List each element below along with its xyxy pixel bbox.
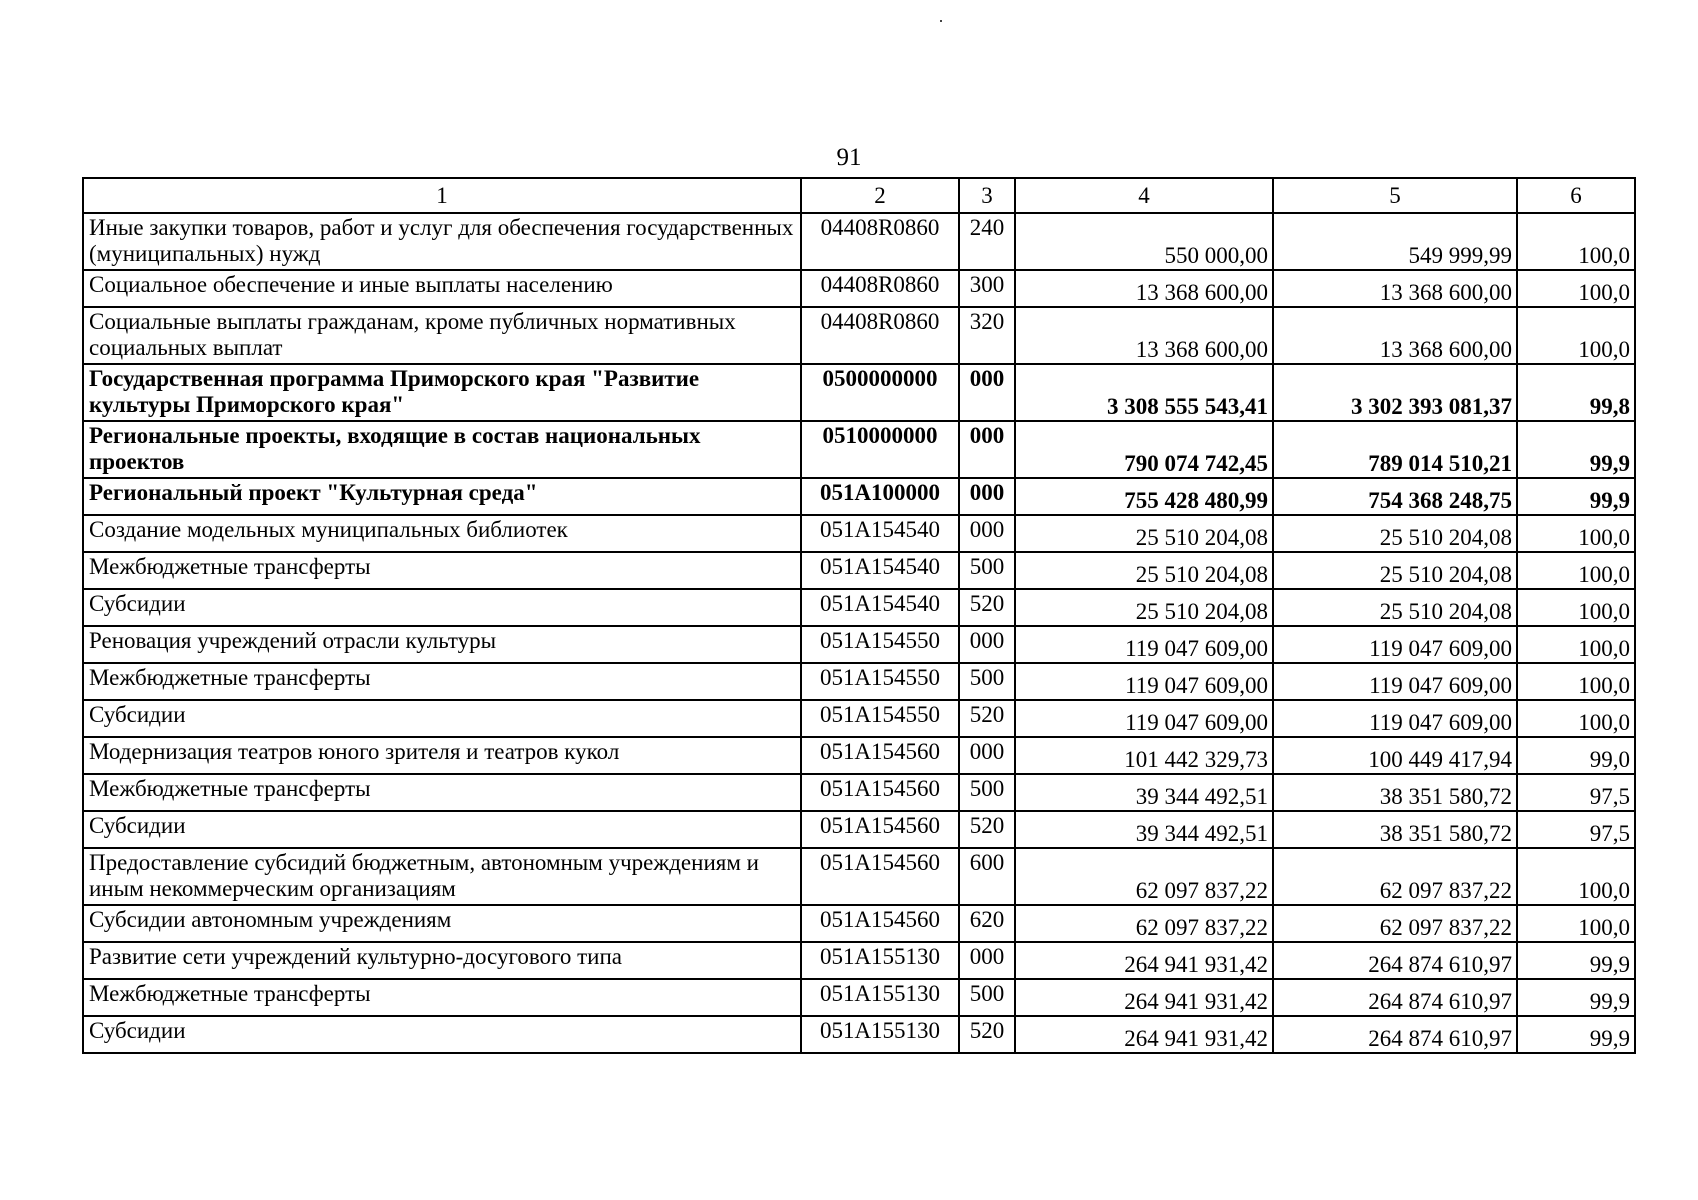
table-row (83, 270, 1635, 307)
row-percent: 99,9 (1517, 478, 1635, 515)
table-row (83, 663, 1635, 700)
row-actual-amount: 3 302 393 081,37 (1273, 364, 1517, 421)
row-code: 051A100000 (801, 478, 959, 515)
row-planned-amount: 755 428 480,99 (1015, 478, 1273, 515)
row-code: 051A154560 (801, 737, 959, 774)
row-code: 04408R0860 (801, 213, 959, 270)
row-actual-amount: 119 047 609,00 (1273, 626, 1517, 663)
row-percent: 100,0 (1517, 905, 1635, 942)
row-planned-amount: 119 047 609,00 (1015, 700, 1273, 737)
row-actual-amount: 13 368 600,00 (1273, 270, 1517, 307)
row-expense-type: 000 (959, 737, 1015, 774)
table-row (83, 979, 1635, 1016)
row-expense-type: 000 (959, 421, 1015, 478)
row-percent: 100,0 (1517, 626, 1635, 663)
header-cell: 4 (1015, 178, 1273, 213)
row-name: Предоставление субсидий бюджетным, автономным учреждениям и иным некоммерческим организациям (83, 848, 801, 905)
row-planned-amount: 13 368 600,00 (1015, 270, 1273, 307)
table-row (83, 364, 1635, 421)
row-planned-amount: 39 344 492,51 (1015, 811, 1273, 848)
table-row (83, 737, 1635, 774)
scan-dot (940, 20, 942, 22)
row-percent: 97,5 (1517, 774, 1635, 811)
row-percent: 100,0 (1517, 552, 1635, 589)
row-code: 051A154560 (801, 811, 959, 848)
row-planned-amount: 101 442 329,73 (1015, 737, 1273, 774)
row-expense-type: 500 (959, 979, 1015, 1016)
row-percent: 99,9 (1517, 421, 1635, 478)
row-code: 051A154540 (801, 515, 959, 552)
row-name: Модернизация театров юного зрителя и театров кукол (83, 737, 801, 774)
table-body (83, 213, 1635, 1053)
row-name: Создание модельных муниципальных библиотек (83, 515, 801, 552)
row-code: 051A154550 (801, 626, 959, 663)
row-name: Региональные проекты, входящие в состав национальных проектов (83, 421, 801, 478)
row-name: Реновация учреждений отрасли культуры (83, 626, 801, 663)
row-planned-amount: 39 344 492,51 (1015, 774, 1273, 811)
row-name: Субсидии (83, 700, 801, 737)
row-code: 051A154560 (801, 848, 959, 905)
row-name: Иные закупки товаров, работ и услуг для обеспечения государственных (муниципальных) нужд (83, 213, 801, 270)
row-percent: 99,9 (1517, 942, 1635, 979)
table-row (83, 515, 1635, 552)
row-expense-type: 000 (959, 364, 1015, 421)
row-actual-amount: 62 097 837,22 (1273, 848, 1517, 905)
row-name: Социальные выплаты гражданам, кроме публичных нормативных социальных выплат (83, 307, 801, 364)
table-row (83, 478, 1635, 515)
budget-table (82, 177, 1636, 1054)
row-actual-amount: 549 999,99 (1273, 213, 1517, 270)
row-percent: 100,0 (1517, 848, 1635, 905)
row-name: Межбюджетные трансферты (83, 979, 801, 1016)
row-name: Субсидии (83, 811, 801, 848)
row-code: 051A154550 (801, 700, 959, 737)
row-actual-amount: 100 449 417,94 (1273, 737, 1517, 774)
row-actual-amount: 264 874 610,97 (1273, 979, 1517, 1016)
row-actual-amount: 25 510 204,08 (1273, 552, 1517, 589)
row-code: 051A154540 (801, 552, 959, 589)
row-planned-amount: 3 308 555 543,41 (1015, 364, 1273, 421)
header-cell: 6 (1517, 178, 1635, 213)
table-row (83, 1016, 1635, 1053)
row-name: Государственная программа Приморского края "Развитие культуры Приморского края" (83, 364, 801, 421)
table-row (83, 848, 1635, 905)
row-name: Межбюджетные трансферты (83, 774, 801, 811)
row-percent: 99,9 (1517, 1016, 1635, 1053)
row-planned-amount: 790 074 742,45 (1015, 421, 1273, 478)
row-planned-amount: 264 941 931,42 (1015, 979, 1273, 1016)
header-cell: 1 (83, 178, 801, 213)
row-planned-amount: 264 941 931,42 (1015, 942, 1273, 979)
row-planned-amount: 62 097 837,22 (1015, 848, 1273, 905)
row-expense-type: 520 (959, 700, 1015, 737)
row-percent: 99,9 (1517, 979, 1635, 1016)
row-expense-type: 240 (959, 213, 1015, 270)
row-actual-amount: 13 368 600,00 (1273, 307, 1517, 364)
row-code: 051A155130 (801, 979, 959, 1016)
row-percent: 99,0 (1517, 737, 1635, 774)
row-percent: 100,0 (1517, 307, 1635, 364)
row-name: Субсидии (83, 589, 801, 626)
row-planned-amount: 550 000,00 (1015, 213, 1273, 270)
row-planned-amount: 264 941 931,42 (1015, 1016, 1273, 1053)
table-row (83, 213, 1635, 270)
row-percent: 100,0 (1517, 270, 1635, 307)
row-expense-type: 500 (959, 774, 1015, 811)
row-name: Субсидии автономным учреждениям (83, 905, 801, 942)
row-actual-amount: 38 351 580,72 (1273, 774, 1517, 811)
row-planned-amount: 119 047 609,00 (1015, 626, 1273, 663)
row-actual-amount: 25 510 204,08 (1273, 515, 1517, 552)
row-expense-type: 520 (959, 811, 1015, 848)
row-name: Межбюджетные трансферты (83, 663, 801, 700)
row-planned-amount: 119 047 609,00 (1015, 663, 1273, 700)
row-percent: 99,8 (1517, 364, 1635, 421)
row-expense-type: 500 (959, 663, 1015, 700)
row-percent: 100,0 (1517, 663, 1635, 700)
table-row (83, 421, 1635, 478)
row-name: Субсидии (83, 1016, 801, 1053)
row-code: 051A155130 (801, 1016, 959, 1053)
table-row (83, 905, 1635, 942)
row-percent: 100,0 (1517, 515, 1635, 552)
row-planned-amount: 25 510 204,08 (1015, 589, 1273, 626)
row-code: 051A154540 (801, 589, 959, 626)
header-cell: 3 (959, 178, 1015, 213)
row-percent: 100,0 (1517, 700, 1635, 737)
table-row (83, 700, 1635, 737)
row-expense-type: 500 (959, 552, 1015, 589)
row-expense-type: 000 (959, 626, 1015, 663)
table-row (83, 626, 1635, 663)
row-planned-amount: 25 510 204,08 (1015, 552, 1273, 589)
row-name: Региональный проект "Культурная среда" (83, 478, 801, 515)
table-row (83, 589, 1635, 626)
row-expense-type: 300 (959, 270, 1015, 307)
header-row (83, 178, 1635, 213)
row-actual-amount: 25 510 204,08 (1273, 589, 1517, 626)
row-planned-amount: 13 368 600,00 (1015, 307, 1273, 364)
row-expense-type: 000 (959, 515, 1015, 552)
page-number: 91 (836, 144, 862, 171)
row-percent: 100,0 (1517, 213, 1635, 270)
row-name: Социальное обеспечение и иные выплаты населению (83, 270, 801, 307)
row-actual-amount: 62 097 837,22 (1273, 905, 1517, 942)
table-row (83, 811, 1635, 848)
row-expense-type: 600 (959, 848, 1015, 905)
table-row (83, 774, 1635, 811)
row-expense-type: 000 (959, 478, 1015, 515)
table-row (83, 307, 1635, 364)
row-code: 051A154560 (801, 905, 959, 942)
row-actual-amount: 264 874 610,97 (1273, 1016, 1517, 1053)
row-percent: 97,5 (1517, 811, 1635, 848)
table-row (83, 552, 1635, 589)
row-actual-amount: 264 874 610,97 (1273, 942, 1517, 979)
row-percent: 100,0 (1517, 589, 1635, 626)
table-row (83, 942, 1635, 979)
row-expense-type: 620 (959, 905, 1015, 942)
row-code: 0510000000 (801, 421, 959, 478)
row-planned-amount: 25 510 204,08 (1015, 515, 1273, 552)
row-expense-type: 520 (959, 589, 1015, 626)
row-expense-type: 320 (959, 307, 1015, 364)
row-name: Межбюджетные трансферты (83, 552, 801, 589)
row-actual-amount: 789 014 510,21 (1273, 421, 1517, 478)
row-planned-amount: 62 097 837,22 (1015, 905, 1273, 942)
row-code: 051A154560 (801, 774, 959, 811)
row-expense-type: 000 (959, 942, 1015, 979)
row-code: 051A154550 (801, 663, 959, 700)
row-code: 051A155130 (801, 942, 959, 979)
row-actual-amount: 119 047 609,00 (1273, 700, 1517, 737)
row-code: 04408R0860 (801, 270, 959, 307)
row-actual-amount: 119 047 609,00 (1273, 663, 1517, 700)
row-actual-amount: 754 368 248,75 (1273, 478, 1517, 515)
row-code: 04408R0860 (801, 307, 959, 364)
row-code: 0500000000 (801, 364, 959, 421)
header-cell: 2 (801, 178, 959, 213)
row-name: Развитие сети учреждений культурно-досугового типа (83, 942, 801, 979)
row-actual-amount: 38 351 580,72 (1273, 811, 1517, 848)
row-expense-type: 520 (959, 1016, 1015, 1053)
header-cell: 5 (1273, 178, 1517, 213)
